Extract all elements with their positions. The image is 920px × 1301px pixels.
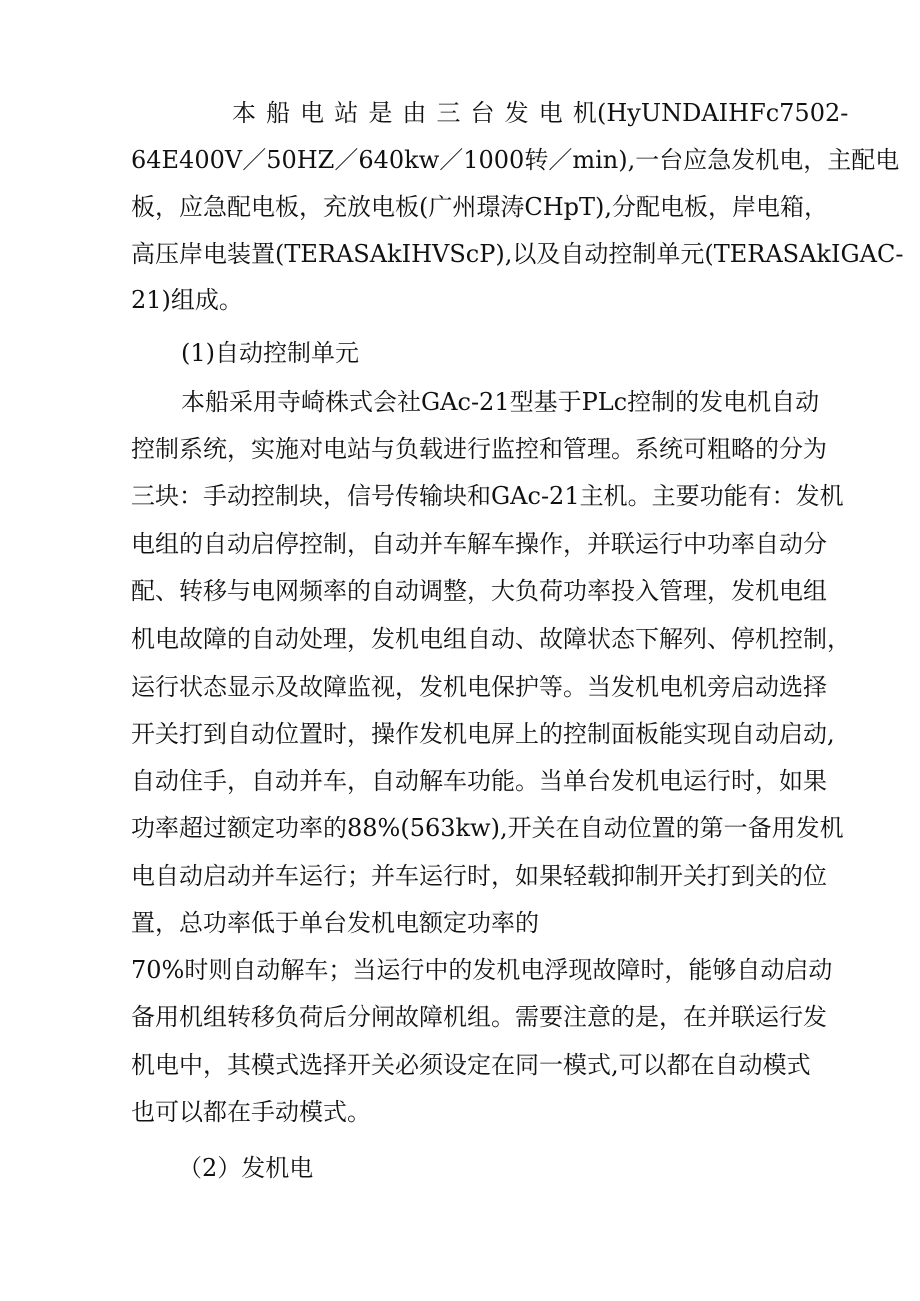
paragraph2-line5: 配、转移与电网频率的自动调整，大负荷功率投入管理，发机电组 [131,577,827,605]
paragraph1-line5: 21)组成。 [131,286,243,314]
paragraph2-line8: 开关打到自动位置时，操作发机电屏上的控制面板能实现自动启动, [131,720,835,748]
paragraph2-line16: 也可以都在手动模式。 [131,1098,371,1126]
paragraph2-line15: 机电中，其模式选择开关必须设定在同一模式,可以都在自动模式 [131,1051,811,1079]
paragraph2-line2: 控制系统，实施对电站与负载进行监控和管理。系统可粗略的分为 [131,435,827,463]
section-heading-generator: （2）发机电 [178,1154,314,1182]
paragraph2-line9: 自动住手，自动并车，自动解车功能。当单台发机电运行时，如果 [131,767,827,795]
paragraph1-line3: 板，应急配电板，充放电板(广州璟涛CHpT),分配电板，岸电箱， [131,193,829,221]
paragraph1-line2: 64E400V／50HZ／640kw／1000转／min),一台应急发机电，主配电 [131,146,900,174]
paragraph2-line1: 本船采用寺崎株式会社GAc-21型基于PLc控制的发电机自动 [181,388,820,416]
paragraph2-line6: 机电故障的自动处理，发机电组自动、故障状态下解列、停机控制， [131,625,851,653]
paragraph1-line1-tail: (HyUNDAIHFc7502- [597,99,849,127]
paragraph1-line4: 高压岸电装置(TERASAkIHVScP),以及自动控制单元(TERASAkIGAC- [131,240,904,268]
paragraph2-line14: 备用机组转移负荷后分闸故障机组。需要注意的是，在并联运行发 [131,1003,827,1031]
paragraph2-line13: 70%时则自动解车；当运行中的发机电浮现故障时，能够自动启动 [131,956,833,984]
paragraph2-line10: 功率超过额定功率的88%(563kw),开关在自动位置的第一备用发机 [131,814,844,842]
paragraph2-line11: 电自动启动并车运行；并车运行时，如果轻载抑制开关打到关的位 [131,862,827,890]
paragraph2-line12: 置，总功率低于单台发机电额定功率的 [131,909,539,937]
paragraph2-line3: 三块：手动控制块，信号传输块和GAc-21主机。主要功能有：发机 [131,482,844,510]
paragraph1-line1: 本船电站是由三台发电机 [232,99,607,127]
section-heading-auto-control: (1)自动控制单元 [181,339,359,367]
paragraph2-line7: 运行状态显示及故障监视，发机电保护等。当发机电机旁启动选择 [131,673,827,701]
paragraph2-line4: 电组的自动启停控制，自动并车解车操作，并联运行中功率自动分 [131,530,827,558]
